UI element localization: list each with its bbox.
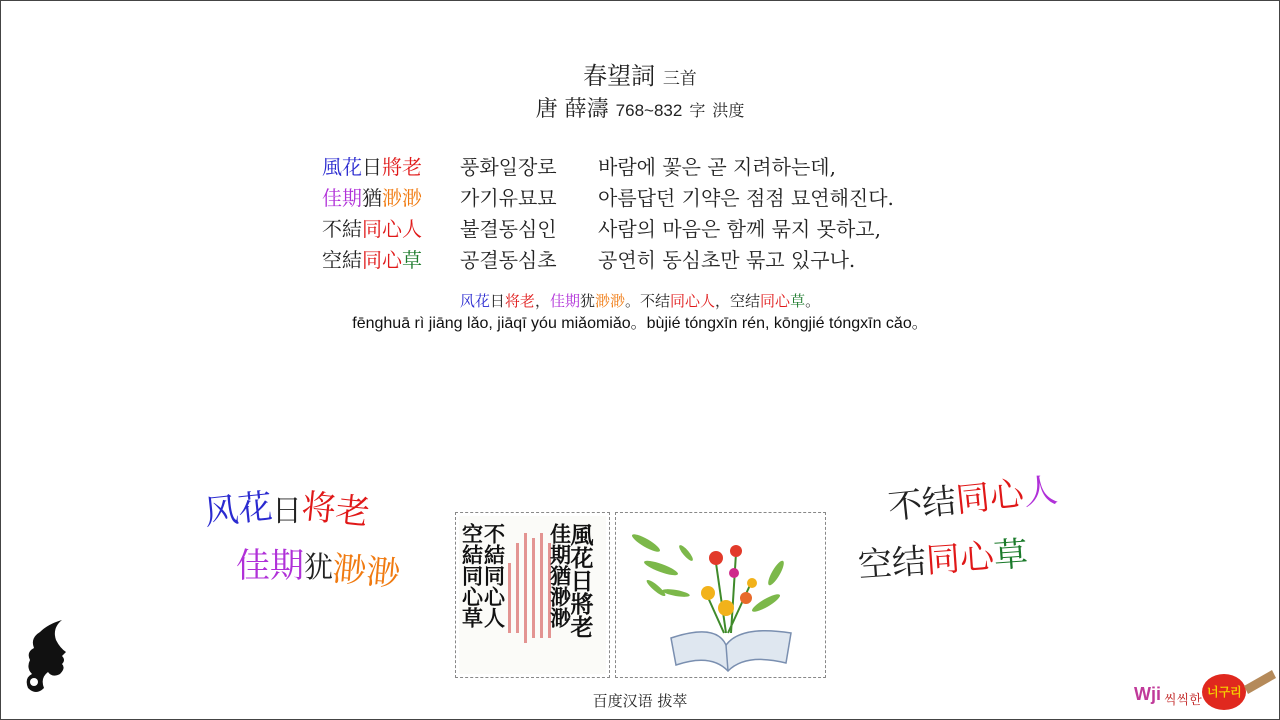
logo-text2: 씩씩한 <box>1164 693 1202 708</box>
big-segment: 将老 <box>299 486 372 534</box>
hanja-segment: 日 <box>362 155 382 179</box>
simp-segment: 。 <box>805 292 821 310</box>
pinyin-line: fēnghuā rì jiāng lǎo, jiāqī yóu miǎomiǎo。bùjié tóngxīn rén, kōngjié tóngxīn cǎo。 <box>352 315 928 332</box>
simp-segment: 。不结 <box>625 292 671 310</box>
simp-segment: 渺渺 <box>594 292 625 310</box>
author-courtesy-label: 字 <box>689 101 706 120</box>
author-dynasty: 唐 <box>535 97 558 122</box>
big-segment: 佳期 <box>236 546 304 586</box>
poem-hanja <box>322 183 460 214</box>
calligraphy-scroll-icon <box>455 512 610 678</box>
poem-reading: 불결동심인 <box>460 217 557 241</box>
poem-reading: 풍화일장로 <box>460 155 557 179</box>
author-courtesy: 洪度 <box>712 101 745 120</box>
big-text-left-1 <box>202 482 372 534</box>
hanja-segment: 同心人 <box>362 217 422 241</box>
big-segment: 空结 <box>856 541 928 586</box>
logo-badge: 너구리 <box>1207 685 1242 699</box>
big-segment: 同心 <box>953 473 1026 521</box>
woman-silhouette-icon <box>22 618 82 702</box>
poem-hanja <box>322 245 460 276</box>
poem-translation: 아름답던 기약은 점점 묘연해진다. <box>598 186 894 210</box>
image-caption: 百度汉语 拔萃 <box>592 692 688 710</box>
poem-translation: 사람의 마음은 함께 묶지 못하고, <box>598 217 881 241</box>
calligraphy-column: 不結同心人 <box>481 523 507 628</box>
big-text-left-2 <box>236 538 402 595</box>
poem-reading: 공결동심초 <box>460 248 557 272</box>
poem-reading: 가기유묘묘 <box>460 186 557 210</box>
hanja-segment: 草 <box>402 248 422 272</box>
hanja-segment: 猶 <box>362 186 382 210</box>
big-segment: 风花 <box>202 486 275 534</box>
hanja-segment: 空結 <box>322 248 362 272</box>
brand-logo <box>1132 668 1278 720</box>
calligraphy-column: 空結同心草 <box>459 523 485 628</box>
title-count: 三首 <box>662 69 697 89</box>
simp-segment: ，空结 <box>715 292 761 310</box>
open-book-flowers-icon <box>615 512 826 678</box>
logo-text1: Wji <box>1134 684 1161 704</box>
simp-segment: 将老 <box>504 292 535 310</box>
simp-segment: 日 <box>489 292 505 310</box>
poem-lines <box>322 152 894 276</box>
poem-translation: 공연히 동심초만 묶고 있구나. <box>598 248 856 272</box>
simplified-line <box>0 290 1280 312</box>
big-segment: 同心 <box>924 536 996 582</box>
calligraphy-column: 佳期猶渺渺 <box>547 523 573 628</box>
poem-hanja <box>322 152 460 183</box>
poem-line <box>322 183 894 214</box>
hanja-segment: 將老 <box>382 155 422 179</box>
big-segment: 不结 <box>886 480 959 528</box>
hanja-segment: 渺渺 <box>382 186 422 210</box>
big-segment: 犹 <box>304 550 334 584</box>
poem-line <box>322 152 894 183</box>
hanja-segment: 同心 <box>362 248 402 272</box>
simp-segment: 犹 <box>579 292 595 310</box>
simp-segment: 草 <box>790 292 806 310</box>
poem-title <box>0 60 1280 95</box>
poem-hanja <box>322 214 460 245</box>
title-text: 春望詞 <box>583 62 656 90</box>
poem-line <box>322 214 894 245</box>
poem-translation: 바람에 꽃은 곧 지려하는데, <box>598 155 836 179</box>
author-name: 薛濤 <box>564 97 609 122</box>
big-segment: 草 <box>992 534 1030 577</box>
poem-author <box>0 94 1280 127</box>
simp-segment: 佳期 <box>549 292 580 310</box>
simp-segment: 同心人 <box>670 292 716 310</box>
hanja-segment: 佳期 <box>322 186 362 210</box>
poem-line <box>322 245 894 276</box>
big-segment: 渺渺 <box>330 549 402 595</box>
author-years: 768~832 <box>615 101 683 120</box>
calligraphy-column: 風花日將老 <box>566 523 594 638</box>
big-segment: 人 <box>1021 470 1060 514</box>
simp-segment: 同心 <box>760 292 791 310</box>
hanja-segment: 不結 <box>322 217 362 241</box>
simp-segment: 风花 <box>459 292 490 310</box>
hanja-segment: 風花 <box>322 155 362 179</box>
big-segment: 日 <box>272 494 302 529</box>
simp-segment: ， <box>534 292 550 310</box>
